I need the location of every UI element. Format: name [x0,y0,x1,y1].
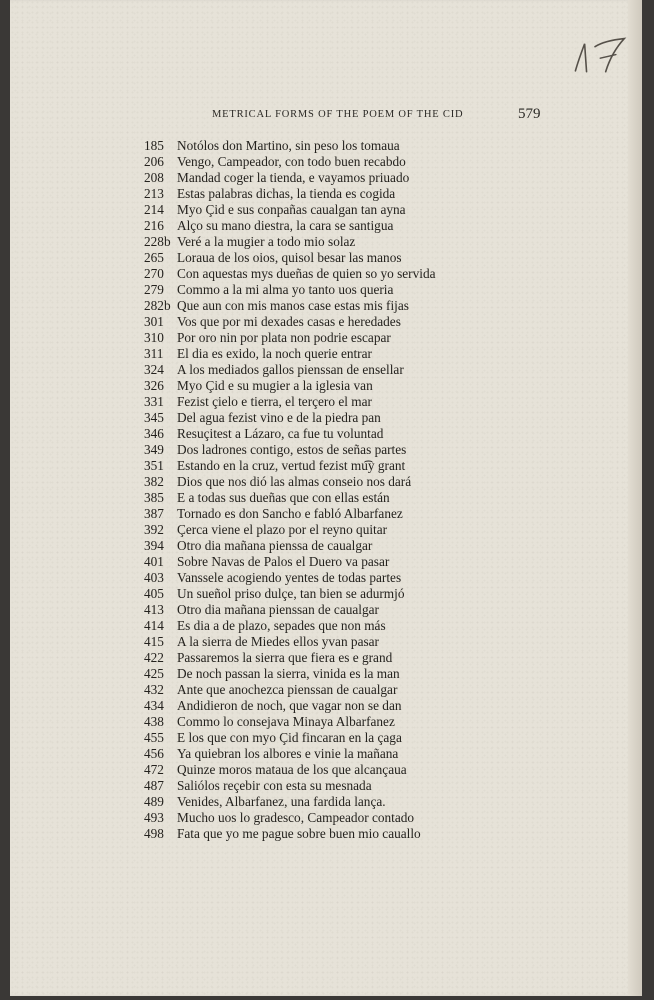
verse-number: 455 [144,730,164,745]
verse-text: Dos ladrones contigo, estos de señas partes [177,442,407,457]
verse-text: Sobre Navas de Palos el Duero va pasar [177,554,390,569]
verse-number: 351 [144,458,164,473]
verse-text: Vengo, Campeador, con todo buen recabdo [177,154,406,169]
verse-text: Mucho uos lo gradesco, Campeador contado [177,810,415,825]
verse-number: 425 [144,666,164,681]
verse-line [144,154,584,170]
verse-line [144,474,584,490]
verse-number: 487 [144,778,164,793]
verse-line [144,826,584,842]
verse-text: E los que con myo Çid fincaran en la çaga [177,730,402,745]
verse-text: Veré a la mugier a todo mio solaz [177,234,356,249]
verse-line [144,426,584,442]
verse-number: 279 [144,282,164,297]
verse-line [144,346,584,362]
verse-number: 489 [144,794,164,809]
verse-line [144,410,584,426]
verse-text: Passaremos la sierra que fiera es e grand [177,650,393,665]
verse-line [144,250,584,266]
verse-line [144,618,584,634]
verse-line [144,538,584,554]
verse-number: 387 [144,506,164,521]
verse-line [144,186,584,202]
verse-text: De noch passan la sierra, vinida es la man [177,666,400,681]
verse-text: Loraua de los oios, quisol besar las manos [177,250,402,265]
handwritten-page-number [568,35,635,77]
verse-text: Estas palabras dichas, la tienda es cogida [177,186,396,201]
verse-line [144,762,584,778]
verse-text: Ya quiebran los albores e vinie la mañana [177,746,399,761]
verse-line [144,234,584,250]
verse-number: 472 [144,762,164,777]
verse-line [144,698,584,714]
verse-number: 206 [144,154,164,169]
verse-text: Vanssele acogiendo yentes de todas partes [177,570,402,585]
verse-text: Es dia a de plazo, sepades que non más [177,618,386,633]
verse-number: 432 [144,682,164,697]
verse-line [144,202,584,218]
verse-number: 265 [144,250,164,265]
book-page [10,0,642,996]
verse-line [144,714,584,730]
verse-line [144,506,584,522]
verse-line [144,746,584,762]
verse-text: Por oro nin por plata non podrie escapar [177,330,391,345]
verse-number: 382 [144,474,164,489]
verse-line [144,666,584,682]
verse-text: Myo Çid e sus conpañas caualgan tan ayna [177,202,406,217]
verse-number: 422 [144,650,164,665]
verse-line [144,570,584,586]
verse-text: Fezist çielo e tierra, el terçero el mar [177,394,372,409]
verse-number: 349 [144,442,164,457]
verse-text: Resuçitest a Lázaro, ca fue tu voluntad [177,426,384,441]
verse-text: Que aun con mis manos case estas mis fijas [177,298,409,313]
verse-text: Myo Çid e su mugier a la iglesia van [177,378,373,393]
verse-line [144,170,584,186]
verse-number: 385 [144,490,164,505]
verse-number: 414 [144,618,164,633]
verse-text: Saliólos reçebir con esta su mesnada [177,778,372,793]
verse-line [144,810,584,826]
verse-number: 413 [144,602,164,617]
verse-line [144,554,584,570]
verse-number: 270 [144,266,164,281]
verse-number: 282b [144,298,171,313]
verse-text: Mandad coger la tienda, e vayamos priuado [177,170,410,185]
verse-text: Fata que yo me pague sobre buen mio cauallo [177,826,421,841]
verse-number: 208 [144,170,164,185]
verse-line [144,602,584,618]
verse-text: Con aquestas mys dueñas de quien so yo servida [177,266,436,281]
verse-number: 434 [144,698,164,713]
verse-number: 228b [144,234,171,249]
verse-text: Commo lo consejava Minaya Albarfanez [177,714,395,729]
verse-number: 415 [144,634,164,649]
verse-number: 405 [144,586,164,601]
running-head: METRICAL FORMS OF THE POEM OF THE CID [212,109,464,120]
verse-text: Dios que nos dió las almas conseio nos dará [177,474,412,489]
verse-number: 456 [144,746,164,761]
verse-text: Quinze moros mataua de los que alcançaua [177,762,407,777]
verse-line [144,362,584,378]
verse-text: Vos que por mi dexades casas e heredades [177,314,401,329]
verse-line [144,266,584,282]
verse-text: Notólos don Martino, sin peso los tomaua [177,138,400,153]
verse-line [144,650,584,666]
verse-number: 311 [144,346,164,361]
verse-line [144,442,584,458]
verse-text: E a todas sus dueñas que con ellas están [177,490,390,505]
verse-text: Tornado es don Sancho e fabló Albarfanez [177,506,403,521]
verse-number: 310 [144,330,164,345]
verse-line [144,218,584,234]
verse-number: 301 [144,314,164,329]
verse-text: Estando en la cruz, vertud fezist mu͡y grant [177,458,406,473]
verse-number: 216 [144,218,164,233]
verse-line [144,730,584,746]
verse-line [144,394,584,410]
verse-text: A la sierra de Miedes ellos yvan pasar [177,634,379,649]
verse-text: Çerca viene el plazo por el reyno quitar [177,522,388,537]
verse-text: Andidieron de noch, que vagar non se dan [177,698,402,713]
verse-number: 498 [144,826,164,841]
verse-line [144,298,584,314]
verse-number: 331 [144,394,164,409]
verse-line [144,490,584,506]
verse-number: 214 [144,202,164,217]
verse-number: 392 [144,522,164,537]
verse-list [144,138,584,842]
verse-number: 403 [144,570,164,585]
verse-line [144,282,584,298]
verse-number: 324 [144,362,164,377]
verse-number: 438 [144,714,164,729]
verse-number: 394 [144,538,164,553]
verse-number: 401 [144,554,164,569]
verse-line [144,586,584,602]
verse-line [144,330,584,346]
page-edge [628,0,642,996]
verse-text: Otro dia mañana pienssa de caualgar [177,538,373,553]
verse-line [144,314,584,330]
verse-line [144,794,584,810]
verse-text: Del agua fezist vino e de la piedra pan [177,410,381,425]
verse-number: 493 [144,810,164,825]
verse-text: Venides, Albarfanez, una fardida lança. [177,794,386,809]
verse-number: 345 [144,410,164,425]
verse-line [144,634,584,650]
verse-text: A los mediados gallos pienssan de ensellar [177,362,404,377]
page-number: 579 [518,106,541,122]
verse-line [144,778,584,794]
verse-line [144,458,584,474]
verse-line [144,138,584,154]
verse-text: Alço su mano diestra, la cara se santigua [177,218,394,233]
verse-number: 213 [144,186,164,201]
verse-text: Ante que anochezca pienssan de caualgar [177,682,398,697]
verse-number: 326 [144,378,164,393]
verse-text: El dia es exido, la noch querie entrar [177,346,372,361]
verse-text: Otro dia mañana pienssan de caualgar [177,602,379,617]
verse-text: Commo a la mi alma yo tanto uos queria [177,282,394,297]
verse-text: Un sueñol priso dulçe, tan bien se adurmjó [177,586,405,601]
verse-number: 185 [144,138,164,153]
verse-line [144,682,584,698]
verse-line [144,378,584,394]
verse-line [144,522,584,538]
verse-number: 346 [144,426,164,441]
